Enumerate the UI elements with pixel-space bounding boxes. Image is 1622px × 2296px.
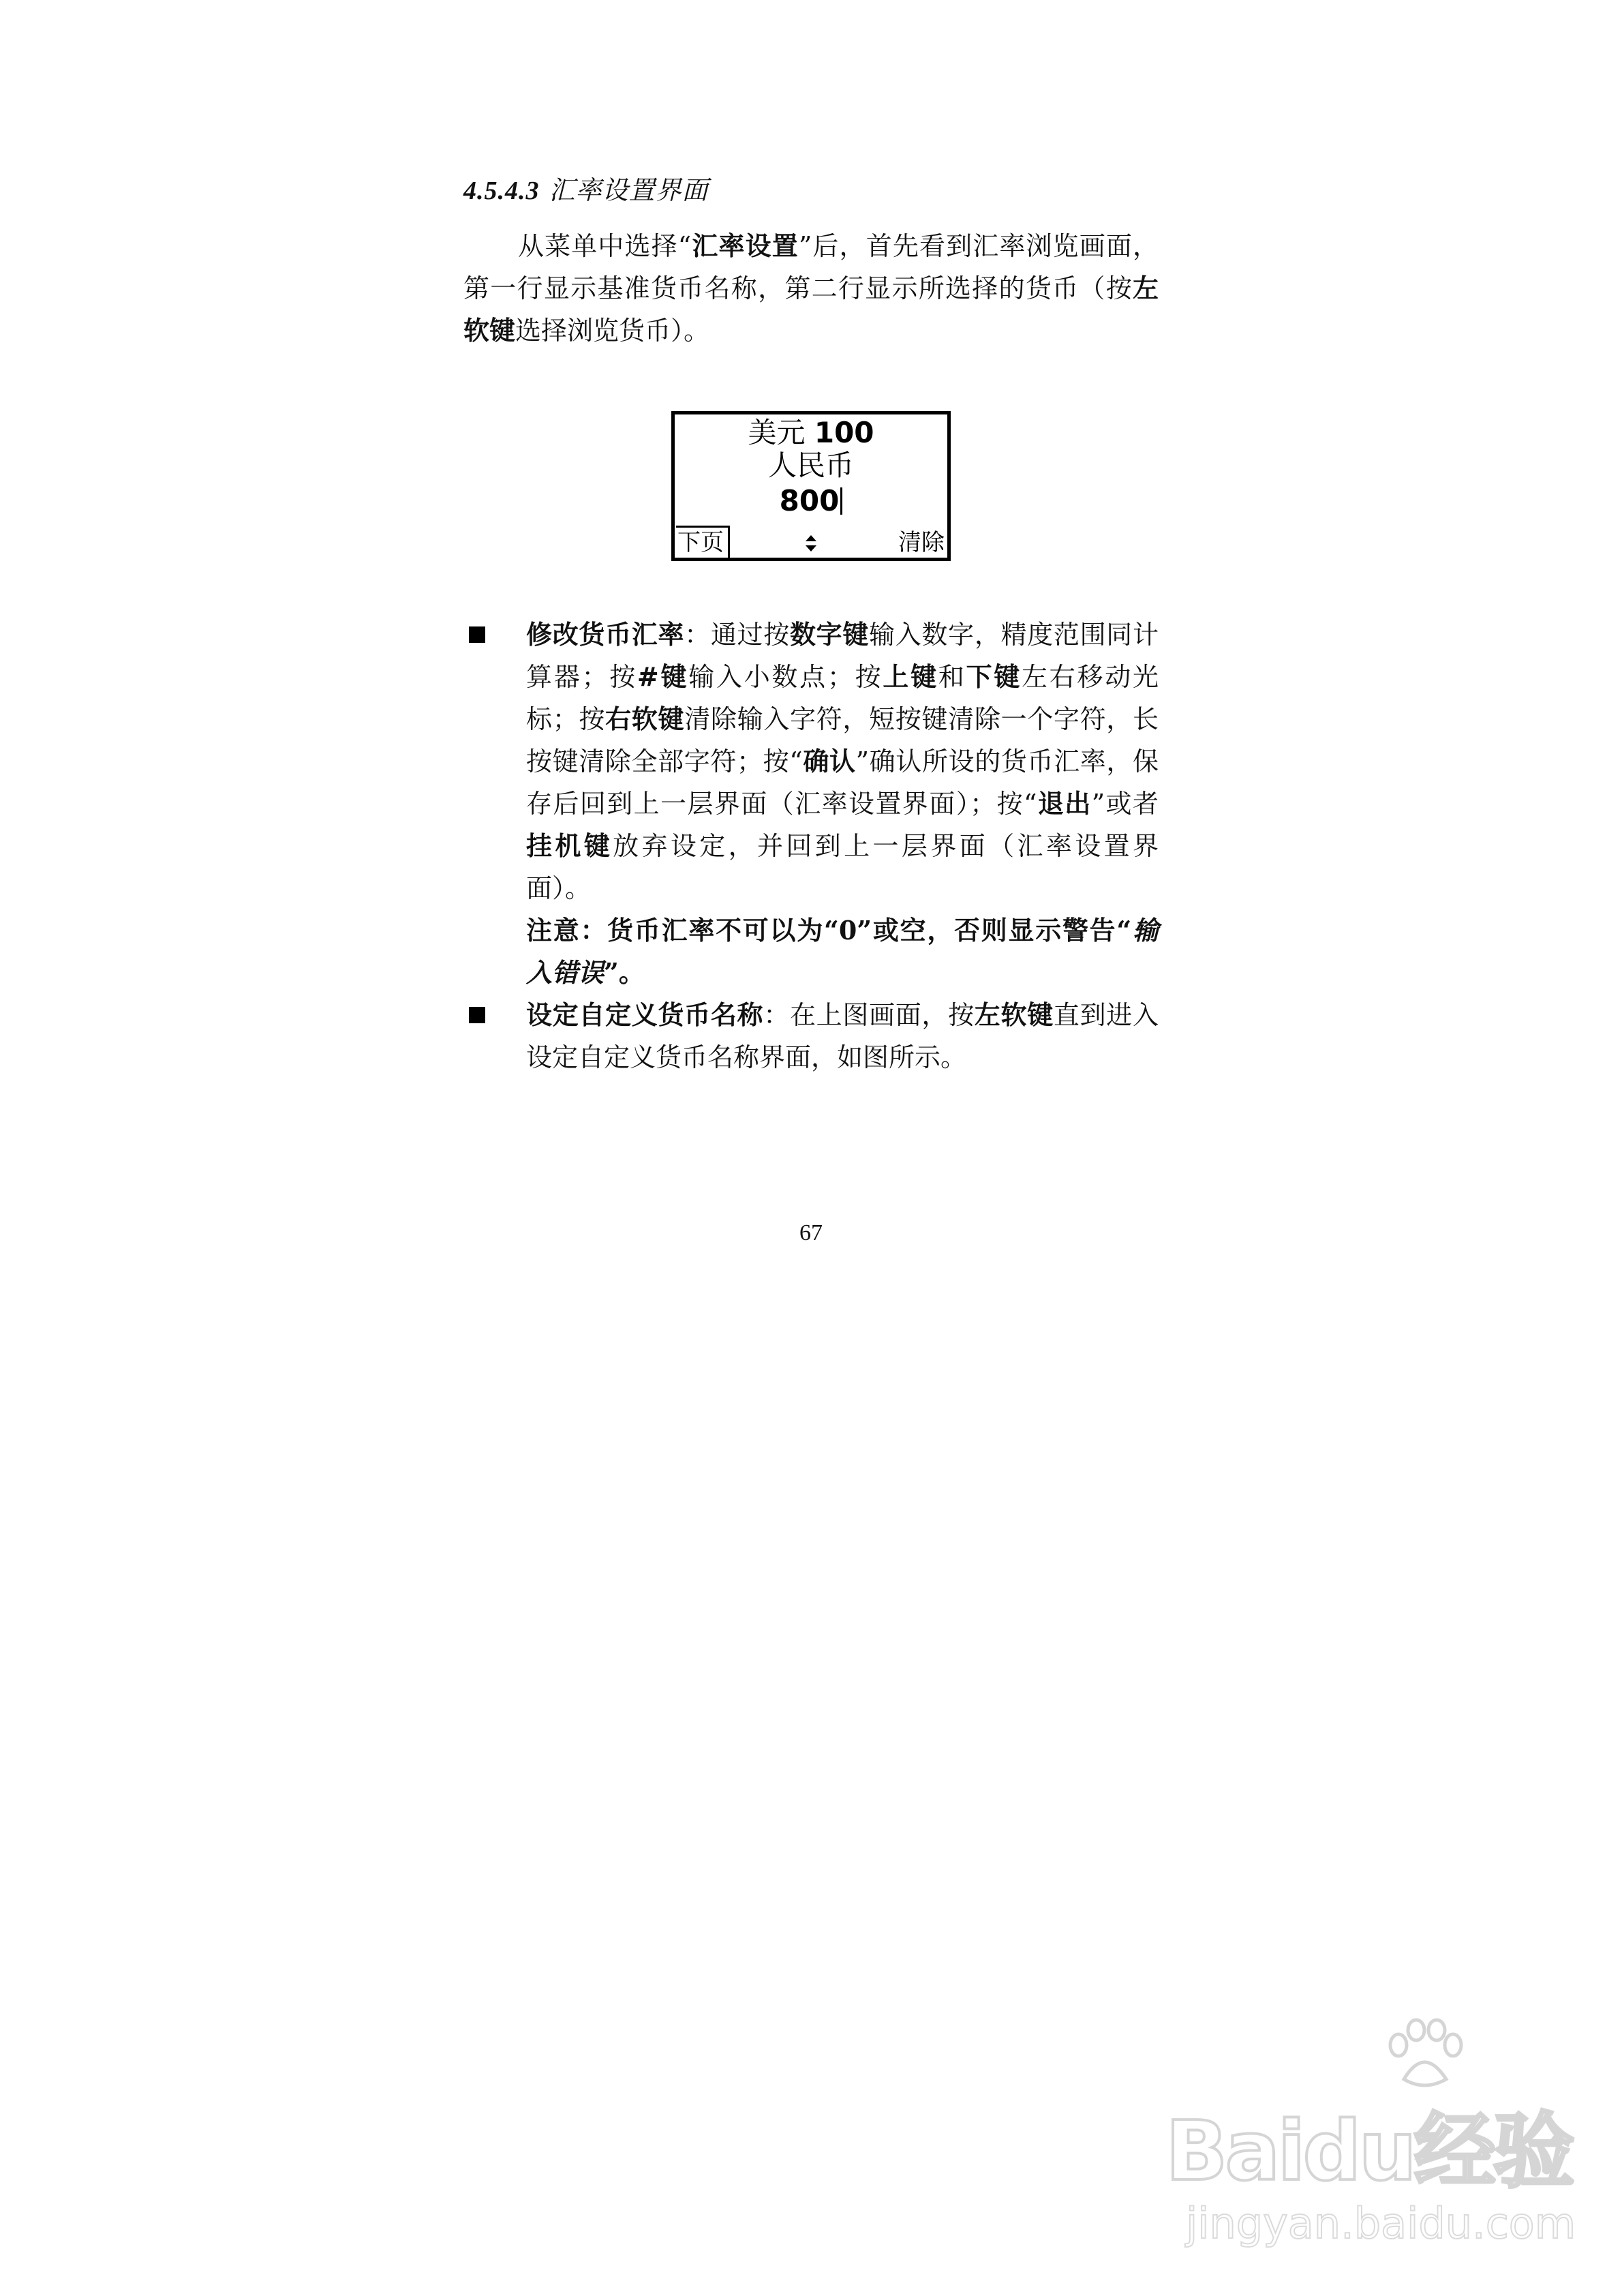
- bullet-key: 左软键: [974, 999, 1054, 1030]
- lcd-screen-illustration: [671, 411, 951, 561]
- bullet-modify-rate: [463, 614, 1159, 994]
- bullet-key: 退出: [1037, 788, 1092, 819]
- intro-text-3: 选择浏览货币）。: [515, 316, 710, 346]
- intro-paragraph: [463, 225, 1159, 352]
- bullet-key: 数字键: [789, 619, 870, 650]
- page-number: 67: [799, 1220, 823, 1245]
- bullet-segment: 放弃设定，并回到上一层界面（汇率设置界面）。: [526, 831, 1159, 903]
- lcd-softkey-right: 清除: [898, 529, 945, 556]
- bullet-text: [526, 994, 1159, 1078]
- bullet-label: 修改货币汇率: [526, 619, 685, 650]
- lcd-rate-value: 800: [779, 484, 840, 517]
- watermark-brand-du: du: [1302, 2104, 1414, 2199]
- bullet-key: 右软键: [605, 704, 685, 734]
- note-suffix: ”。: [604, 957, 645, 988]
- bullet-segment: 输入数字，精度范围同计算器；按: [526, 620, 1159, 692]
- note-error-text: 输入错误: [526, 915, 1159, 988]
- bullet-text: [526, 614, 1159, 994]
- bullet-segment: 直到进入设定自定义货币名称界面，如图所示。: [526, 1000, 1159, 1072]
- note-prefix: 注意：货币汇率不可以为“0”或空，否则显示警告“: [526, 915, 1132, 946]
- bullet-key: #键: [637, 661, 689, 692]
- bullet-segment: 清除输入字符，短按键清除一个字符，长按键清除全部字符；按“: [526, 704, 1159, 776]
- watermark-url: jingyan.baidu.com: [1186, 2199, 1576, 2248]
- bullet-custom-name: [463, 994, 1159, 1078]
- warning-note: [526, 909, 1159, 994]
- bullet-label: 设定自定义货币名称: [526, 999, 764, 1030]
- text-cursor: [840, 487, 842, 515]
- lcd-softkey-left: 下页: [676, 526, 730, 558]
- bullet-segment: 输入小数点；按: [688, 662, 883, 692]
- bullet-segment: ：通过按: [684, 620, 790, 650]
- lcd-base-currency-value: 100: [814, 416, 874, 449]
- bullet-segment: 左右移动光标；按: [526, 662, 1159, 734]
- bullet-segment: ”确认所设的货币汇率，保存后回到上一层界面（汇率设置界面）；按“: [526, 746, 1159, 819]
- lcd-base-currency-name: 美元: [748, 416, 806, 449]
- watermark-brand: [1165, 2086, 1572, 2203]
- bullet-key: 挂机键: [526, 830, 613, 861]
- bullet-square-icon: [469, 626, 485, 643]
- bullet-segment: 和: [938, 662, 966, 692]
- lcd-softkey-bar: [675, 526, 947, 558]
- baidu-jingyan-watermark: [1159, 2018, 1595, 2277]
- bullet-key: 确认: [802, 746, 856, 776]
- intro-text-2: ”后，首先看到汇率浏览画面，第一行显示基准货币名称，第二行显示所选择的货币（按: [463, 231, 1159, 303]
- lcd-line-rate: [675, 485, 947, 517]
- section-heading: [463, 169, 709, 207]
- paw-icon: [1383, 2018, 1465, 2093]
- section-number: 4.5.4.3: [463, 177, 540, 205]
- intro-text-1: 从菜单中选择“: [518, 231, 692, 261]
- bullet-key: 上键: [883, 661, 938, 692]
- intro-menu-item: 汇率设置: [691, 230, 799, 261]
- watermark-brand-cn: 经验: [1413, 2104, 1572, 2199]
- bullet-segment: ”或者: [1091, 789, 1159, 819]
- bullet-segment: ：在上图画面，按: [763, 1000, 975, 1030]
- bullet-key: 下键: [966, 661, 1022, 692]
- lcd-line-base-currency: [675, 417, 947, 449]
- intro-key: 左软键: [463, 273, 1159, 346]
- up-down-arrow-icon: [804, 534, 818, 552]
- bullet-square-icon: [469, 1007, 485, 1023]
- lcd-line-target-currency: 人民币: [767, 449, 854, 482]
- section-title: 汇率设置界面: [549, 175, 709, 205]
- watermark-brand-bai: Bai: [1165, 2104, 1303, 2199]
